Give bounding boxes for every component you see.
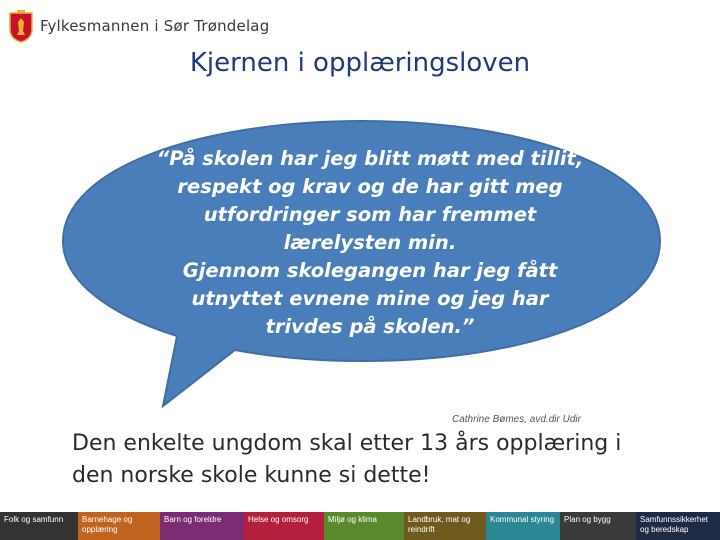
footer-tab-label: Barnehage og opplæring	[82, 515, 133, 534]
footer-tab-label: Helse og omsorg	[248, 515, 309, 524]
footer-tab-label: Barn og foreldre	[164, 515, 222, 524]
footer-tab-label: Miljø og klima	[328, 515, 377, 524]
org-name: Fylkesmannen i Sør Trøndelag	[40, 17, 270, 35]
statement-text	[72, 428, 662, 492]
header	[8, 6, 269, 46]
quote-line: Gjennom skolegangen har jeg fått	[182, 259, 558, 282]
slide-title: Kjernen i opplæringsloven	[189, 48, 531, 78]
statement-line: Den enkelte ungdom skal etter 13 års opplæring i	[72, 431, 622, 456]
footer-tab-barnehage-og-opplaering[interactable]	[78, 512, 160, 540]
footer-tab-label: Samfunnssikkerhet og beredskap	[640, 515, 709, 534]
footer-tab-samfunnssikkerhet-og-beredskap[interactable]	[636, 512, 720, 540]
norwegian-coat-of-arms-icon	[8, 9, 34, 43]
footer-tab-kommunal-styring[interactable]	[486, 512, 560, 540]
footer-tab-helse-og-omsorg[interactable]	[244, 512, 324, 540]
footer-tab-label: Plan og bygg	[564, 515, 611, 524]
quote-line: lærelysten min.	[283, 231, 457, 254]
footer-tab-miljo-og-klima[interactable]	[324, 512, 404, 540]
statement-line: den norske skole kunne si dette!	[72, 463, 431, 488]
quote-text	[150, 145, 590, 341]
quote-line: respekt og krav og de har gitt meg	[177, 175, 563, 198]
quote-line: utfordringer som har fremmet	[203, 203, 537, 226]
footer-tab-plan-og-bygg[interactable]	[560, 512, 636, 540]
footer-tab-barn-og-foreldre[interactable]	[160, 512, 244, 540]
footer-tab-label: Folk og samfunn	[4, 515, 64, 524]
footer-tab-label: Landbruk, mat og reindrift	[408, 515, 471, 534]
quote-line: utnyttet evnene mine og jeg har	[191, 287, 549, 310]
quote-attribution: Cathrine Bømes, avd.dir Udir	[452, 414, 581, 425]
footer-tab-label: Kommunal styring	[490, 515, 555, 524]
footer-nav	[0, 512, 720, 540]
quote-line: trivdes på skolen.”	[265, 315, 475, 338]
footer-tab-landbruk-mat-og-reindrift[interactable]	[404, 512, 486, 540]
footer-tab-folk-og-samfunn[interactable]	[0, 512, 78, 540]
quote-line: “På skolen har jeg blitt møtt med tillit,	[156, 147, 584, 170]
